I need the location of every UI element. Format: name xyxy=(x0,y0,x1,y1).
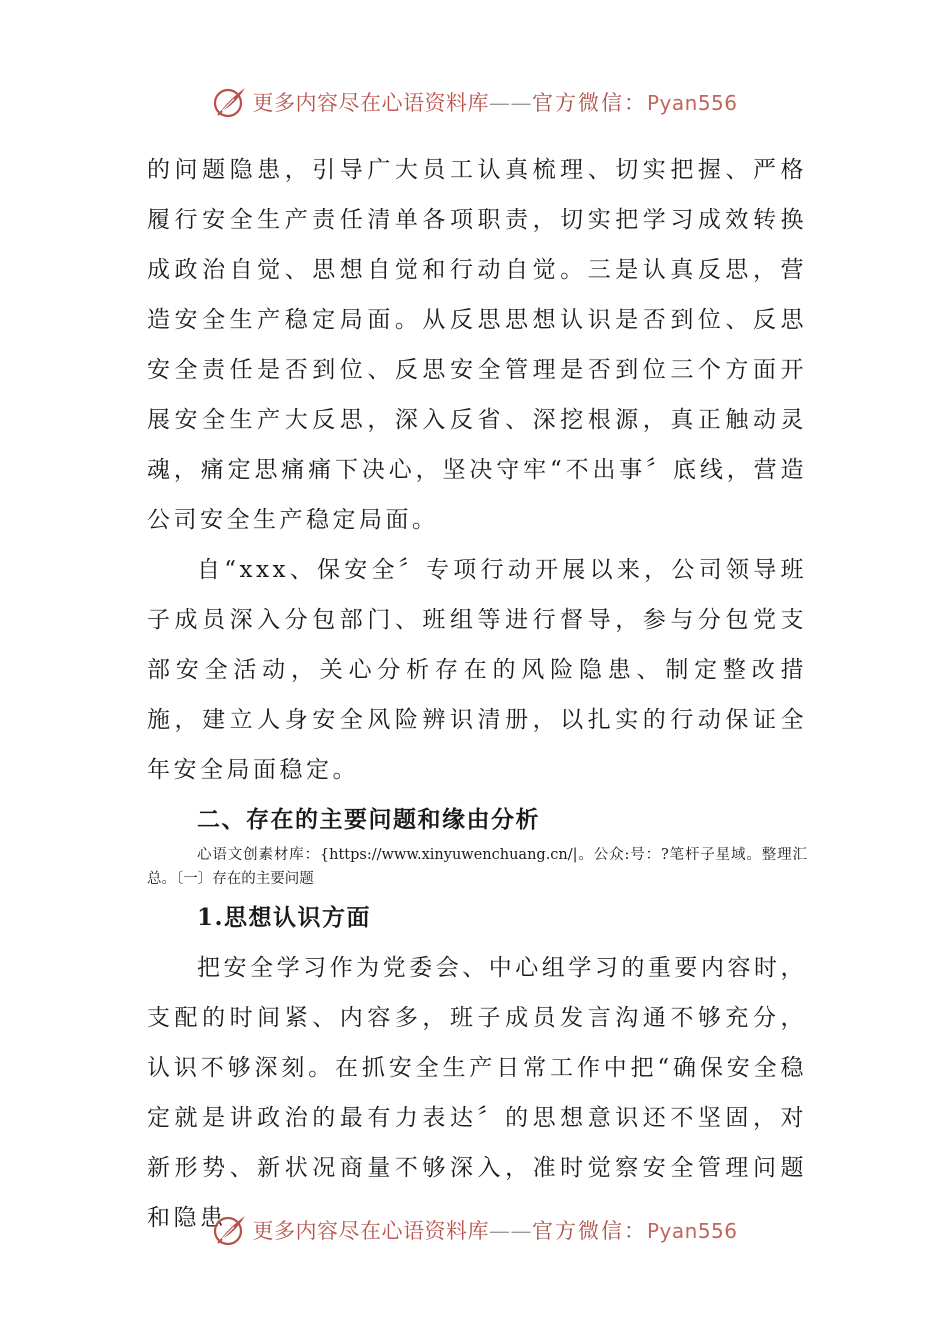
banner-dash: —— xyxy=(488,1219,532,1243)
source-note: 心语文创素材库：{https://www.xinyuwenchuang.cn/|。公众:号：?笔杆子星域。整理汇总。〔一〕存在的主要问题 xyxy=(147,847,807,887)
quill-logo-icon xyxy=(212,1212,248,1248)
banner-wechat-label: 官方微信： xyxy=(531,91,647,115)
paragraph-2: 自“xxx、保安全〞专项行动开展以来，公司领导班子成员深入分包部门、班组等进行督导，参与分包党支部安全活动，关心分析存在的风险隐患、制定整改措施，建立人身安全风险辨识清册，以扎实的行动保证全年安全局面稳定。 xyxy=(147,557,807,783)
footer-banner xyxy=(0,1210,950,1250)
paragraph-3: 把安全学习作为党委会、中心组学习的重要内容时，支配的时间紧、内容多，班子成员发言沟通不够充分，认识不够深刻。在抓安全生产日常工作中把“确保安全稳定就是讲政治的最有力表达〞的思想意识还不坚固，对新形势、新状况商量不够深入，准时觉察安全管理问题和隐患 xyxy=(147,955,807,1231)
header-banner xyxy=(0,82,950,122)
section-heading-2: 二、存在的主要问题和缘由分析 xyxy=(197,807,540,833)
banner-wechat-id: Pyan556 xyxy=(646,1219,738,1243)
paragraph-1: 的问题隐患，引导广大员工认真梳理、切实把握、严格履行安全生产责任清单各项职责，切实把学习成效转换成政治自觉、思想自觉和行动自觉。三是认真反思，营造安全生产稳定局面。从反思思想认识是否到位、反思安全责任是否到位、反思安全管理是否到位三个方面开展安全生产大反思，深入反省、深挖根源，真正触动灵魂，痛定思痛痛下决心，坚决守牢“不出事〞底线，营造公司安全生产稳定局面。 xyxy=(147,157,807,533)
banner-text xyxy=(252,1215,737,1245)
banner-text xyxy=(252,87,737,117)
banner-wechat-id: Pyan556 xyxy=(646,91,738,115)
banner-wechat-label: 官方微信： xyxy=(531,1219,647,1243)
banner-dash: —— xyxy=(488,91,532,115)
banner-brand: 更多内容尽在心语资料库 xyxy=(252,91,489,115)
subsection-heading: 1.思想认识方面 xyxy=(197,904,372,931)
document-body xyxy=(147,145,807,1243)
quill-logo-icon xyxy=(212,84,248,120)
banner-brand: 更多内容尽在心语资料库 xyxy=(252,1219,489,1243)
